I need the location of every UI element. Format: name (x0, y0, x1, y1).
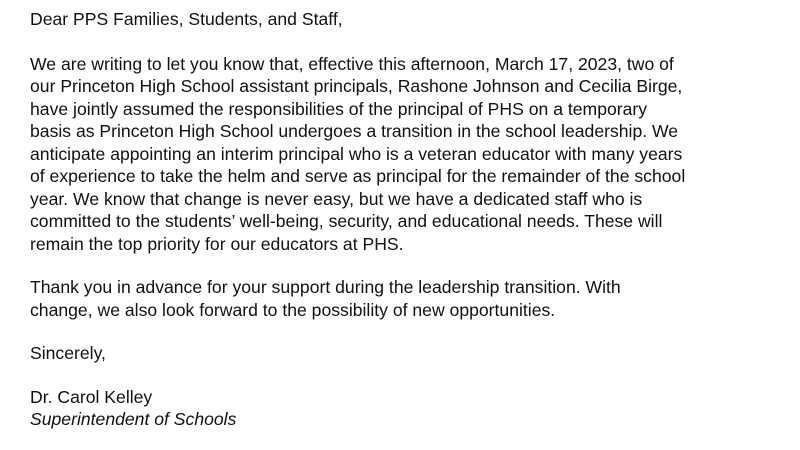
paragraph-2-line: Thank you in advance for your support during the leadership transition. With (30, 277, 621, 297)
paragraph-1-line: year. We know that change is never easy, but we have a dedicated staff who is (30, 188, 643, 209)
paragraph-2-line: change, we also look forward to the possibility of new opportunities. (30, 299, 556, 320)
letter-closing: Sincerely, (30, 343, 106, 363)
paragraph-1-line: have jointly assumed the responsibilities of the principal of PHS on a temporary (30, 98, 648, 119)
paragraph-1-line: remain the top priority for our educators at PHS. (30, 233, 404, 254)
paragraph-1-line: of experience to take the helm and serve as principal for the remainder of the school (30, 166, 686, 186)
letter-body (30, 8, 785, 431)
paragraph-1-line: committed to the students’ well-being, security, and educational needs. These will (30, 211, 663, 231)
letter-paragraph-2 (30, 276, 785, 321)
letter-greeting: Dear PPS Families, Students, and Staff, (30, 9, 343, 29)
signature-name: Dr. Carol Kelley (30, 386, 153, 407)
paragraph-1-line: basis as Princeton High School undergoes a transition in the school leadership. We (30, 121, 679, 141)
signature-title: Superintendent of Schools (30, 409, 237, 429)
paragraph-1-line: anticipate appointing an interim principal who is a veteran educator with many years (30, 143, 683, 164)
paragraph-1-line: our Princeton High School assistant principals, Rashone Johnson and Cecilia Birge, (30, 76, 683, 96)
letter-paragraph-1 (30, 53, 785, 256)
paragraph-1-line: We are writing to let you know that, effective this afternoon, March 17, 2023, two of (30, 53, 674, 74)
